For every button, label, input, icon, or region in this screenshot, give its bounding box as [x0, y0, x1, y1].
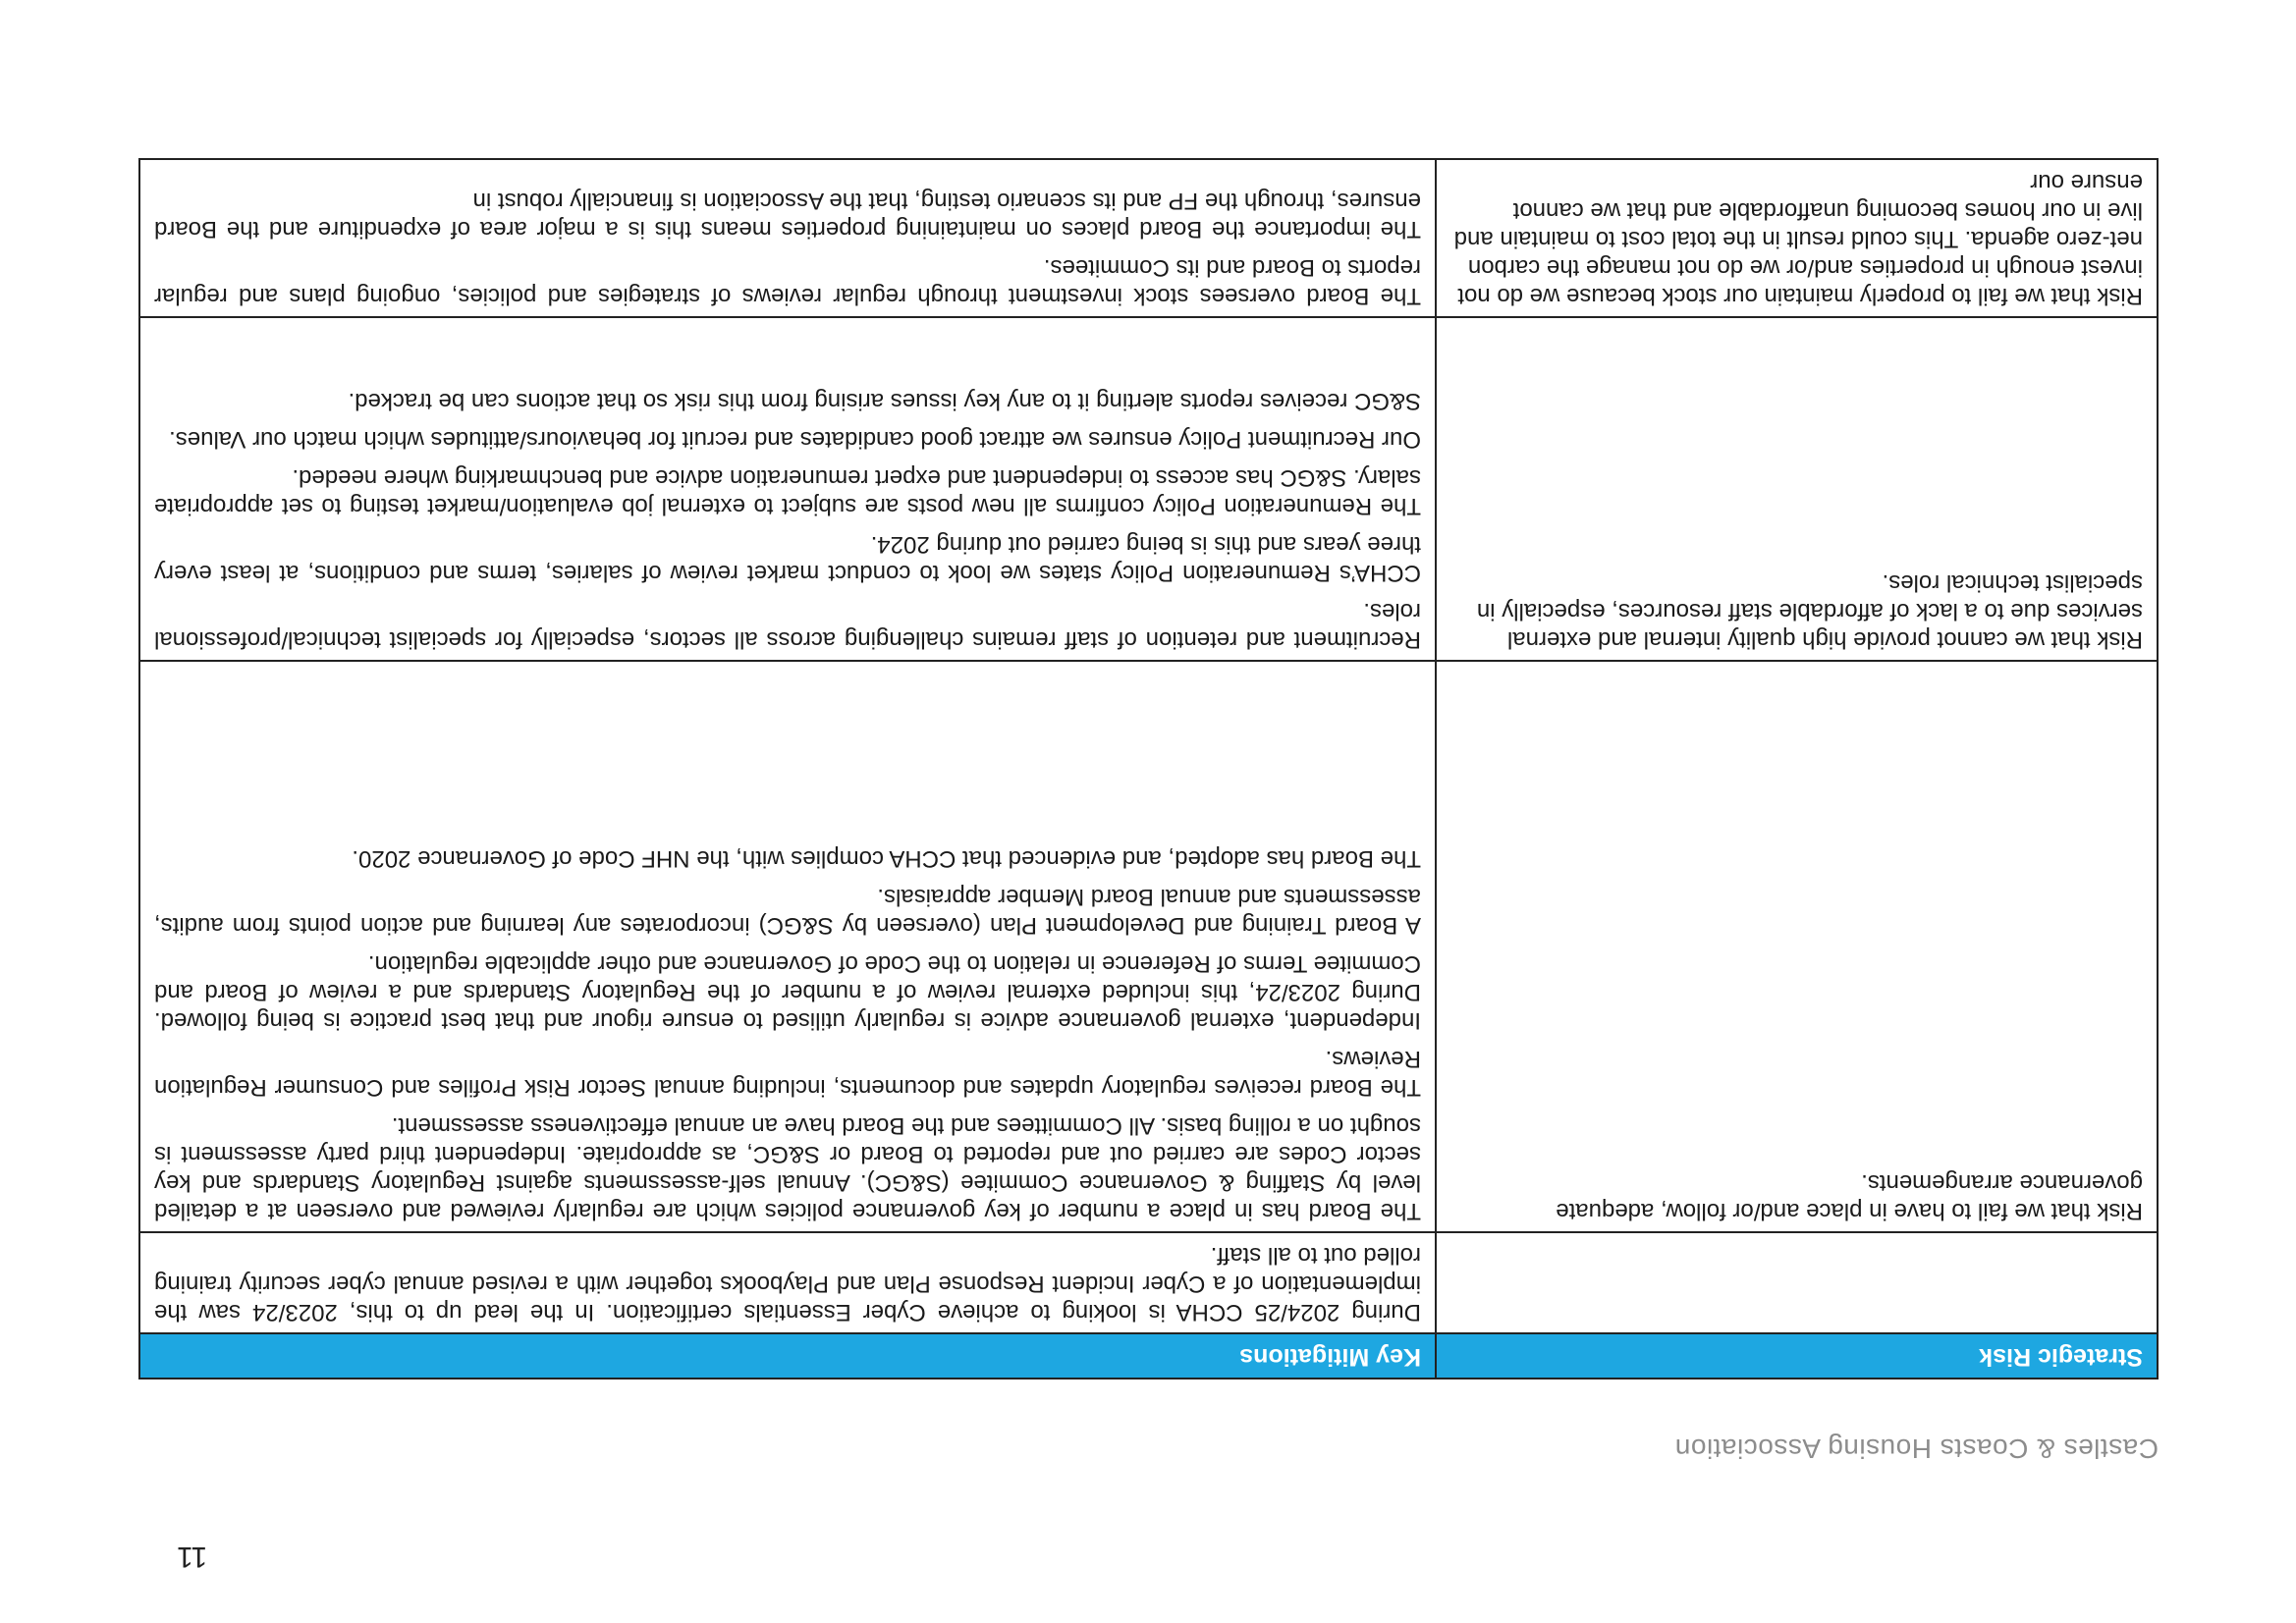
table-row [139, 317, 2158, 661]
mitigations-cell [139, 1232, 1436, 1333]
mitigation-paragraph: The importance the Board places on maintaining properties means this is a major area of expenditure and the Board ensures, through the FP and its scenario testing, that the Association is financially robust in [154, 188, 1421, 243]
risk-cell: Risk that we cannot provide high quality internal and external services due to a lack of affordable staff resources, especially in specialist technical roles. [1436, 317, 2158, 661]
mitigation-paragraph: The Board receives regulatory updates and documents, including annual Sector Risk Profiles and Consumer Regulation Reviews. [154, 1046, 1421, 1101]
mitigation-paragraph: The Board has adopted, and evidenced that CCHA complies with, the NHF Code of Governance 2020. [352, 845, 1421, 872]
mitigation-paragraph: The Board oversees stock investment through regular reviews of strategies and policies, ongoing plans and regular reports to Board and its Commitees. [154, 254, 1421, 309]
mitigation-paragraph: A Board Training and Development Plan (overseen by S&GC) incorporates any learning and action points from audits, assessments and annual Board Member appraisals. [154, 884, 1421, 939]
mitigations-cell [139, 317, 1436, 661]
header-key-mitigations: Key Mitigations [139, 1333, 1436, 1379]
mitigation-paragraph: The Board has in place a number of key governance policies which are regularly reviewed and overseen at a detailed level by Staffing & Governance Commitee (S&GC). Annual self-assessments against Regulatory Standards and key sector Codes are carried out and reported to Board or S&GC, as appropriate. Independent third party assessment is sought on a rolling basis. All Committees and the Board have an annual effectiveness assessment. [154, 1112, 1421, 1224]
mitigation-paragraph: CCHA’s Remuneration Policy states we look to conduct market review of salaries, terms and conditions, at least every three years and this is being carried out during 2024. [154, 531, 1421, 586]
mitigation-paragraph: Independent, external governance advice is regularly utilised to ensure rigour and that best practice is being followed. During 2023/24, this included external review of a number of the Regulatory Standards and a review of Board and Commitee Terms of Reference in relation to the Code of Governance and other applicable regulation. [154, 950, 1421, 1034]
mitigation-paragraph: Our Recruitment Policy ensures we attract good candidates and recruit for behaviours/attitudes which match our Values. [169, 426, 1421, 453]
header-strategic-risk: Strategic Risk [1436, 1333, 2158, 1379]
mitigations-cell [139, 661, 1436, 1232]
risk-cell: Risk that we fail to have in place and/or follow, adequate governance arrangements. [1436, 661, 2158, 1232]
risk-cell: Risk that we fail to properly maintain our stock because we do not invest enough in properties and/or we do not manage the carbon net-zero agenda. This could result in the total cost to maintain and live in our homes becoming unaffordable and that we cannot ensure our [1436, 159, 2158, 317]
mitigations-cell [139, 159, 1436, 317]
strategic-risk-table [138, 158, 2159, 1380]
table-row [139, 1232, 2158, 1333]
table-row [139, 159, 2158, 317]
mitigation-paragraph: S&GC receives reports alerting it to any key issues arising from this risk so that actions can be tracked. [348, 388, 1421, 414]
table-row [139, 661, 2158, 1232]
organisation-name: Castles & Coasts Housing Association [1674, 1434, 2159, 1464]
mitigation-paragraph: Recruitment and retention of staff remains challenging across all sectors, especially for specialist technical/professional roles. [154, 598, 1421, 653]
mitigation-paragraph: During 2024/25 CCHA is looking to achieve Cyber Essentials certification. In the lead up to this, 2023/24 saw the implementation of a Cyber Incident Response Plan and Playbooks together with a revised annual cyber security training rolled out to all staff. [154, 1242, 1421, 1325]
risk-cell [1436, 1232, 2158, 1333]
table-header-row [139, 1333, 2158, 1379]
page-number: 11 [177, 1541, 208, 1573]
mitigation-paragraph: The Remuneration Policy confirms all new posts are subject to external job evaluation/market testing to set appropriate salary. S&GC has access to independent and expert remuneration advice and benchmarking where needed. [154, 464, 1421, 519]
